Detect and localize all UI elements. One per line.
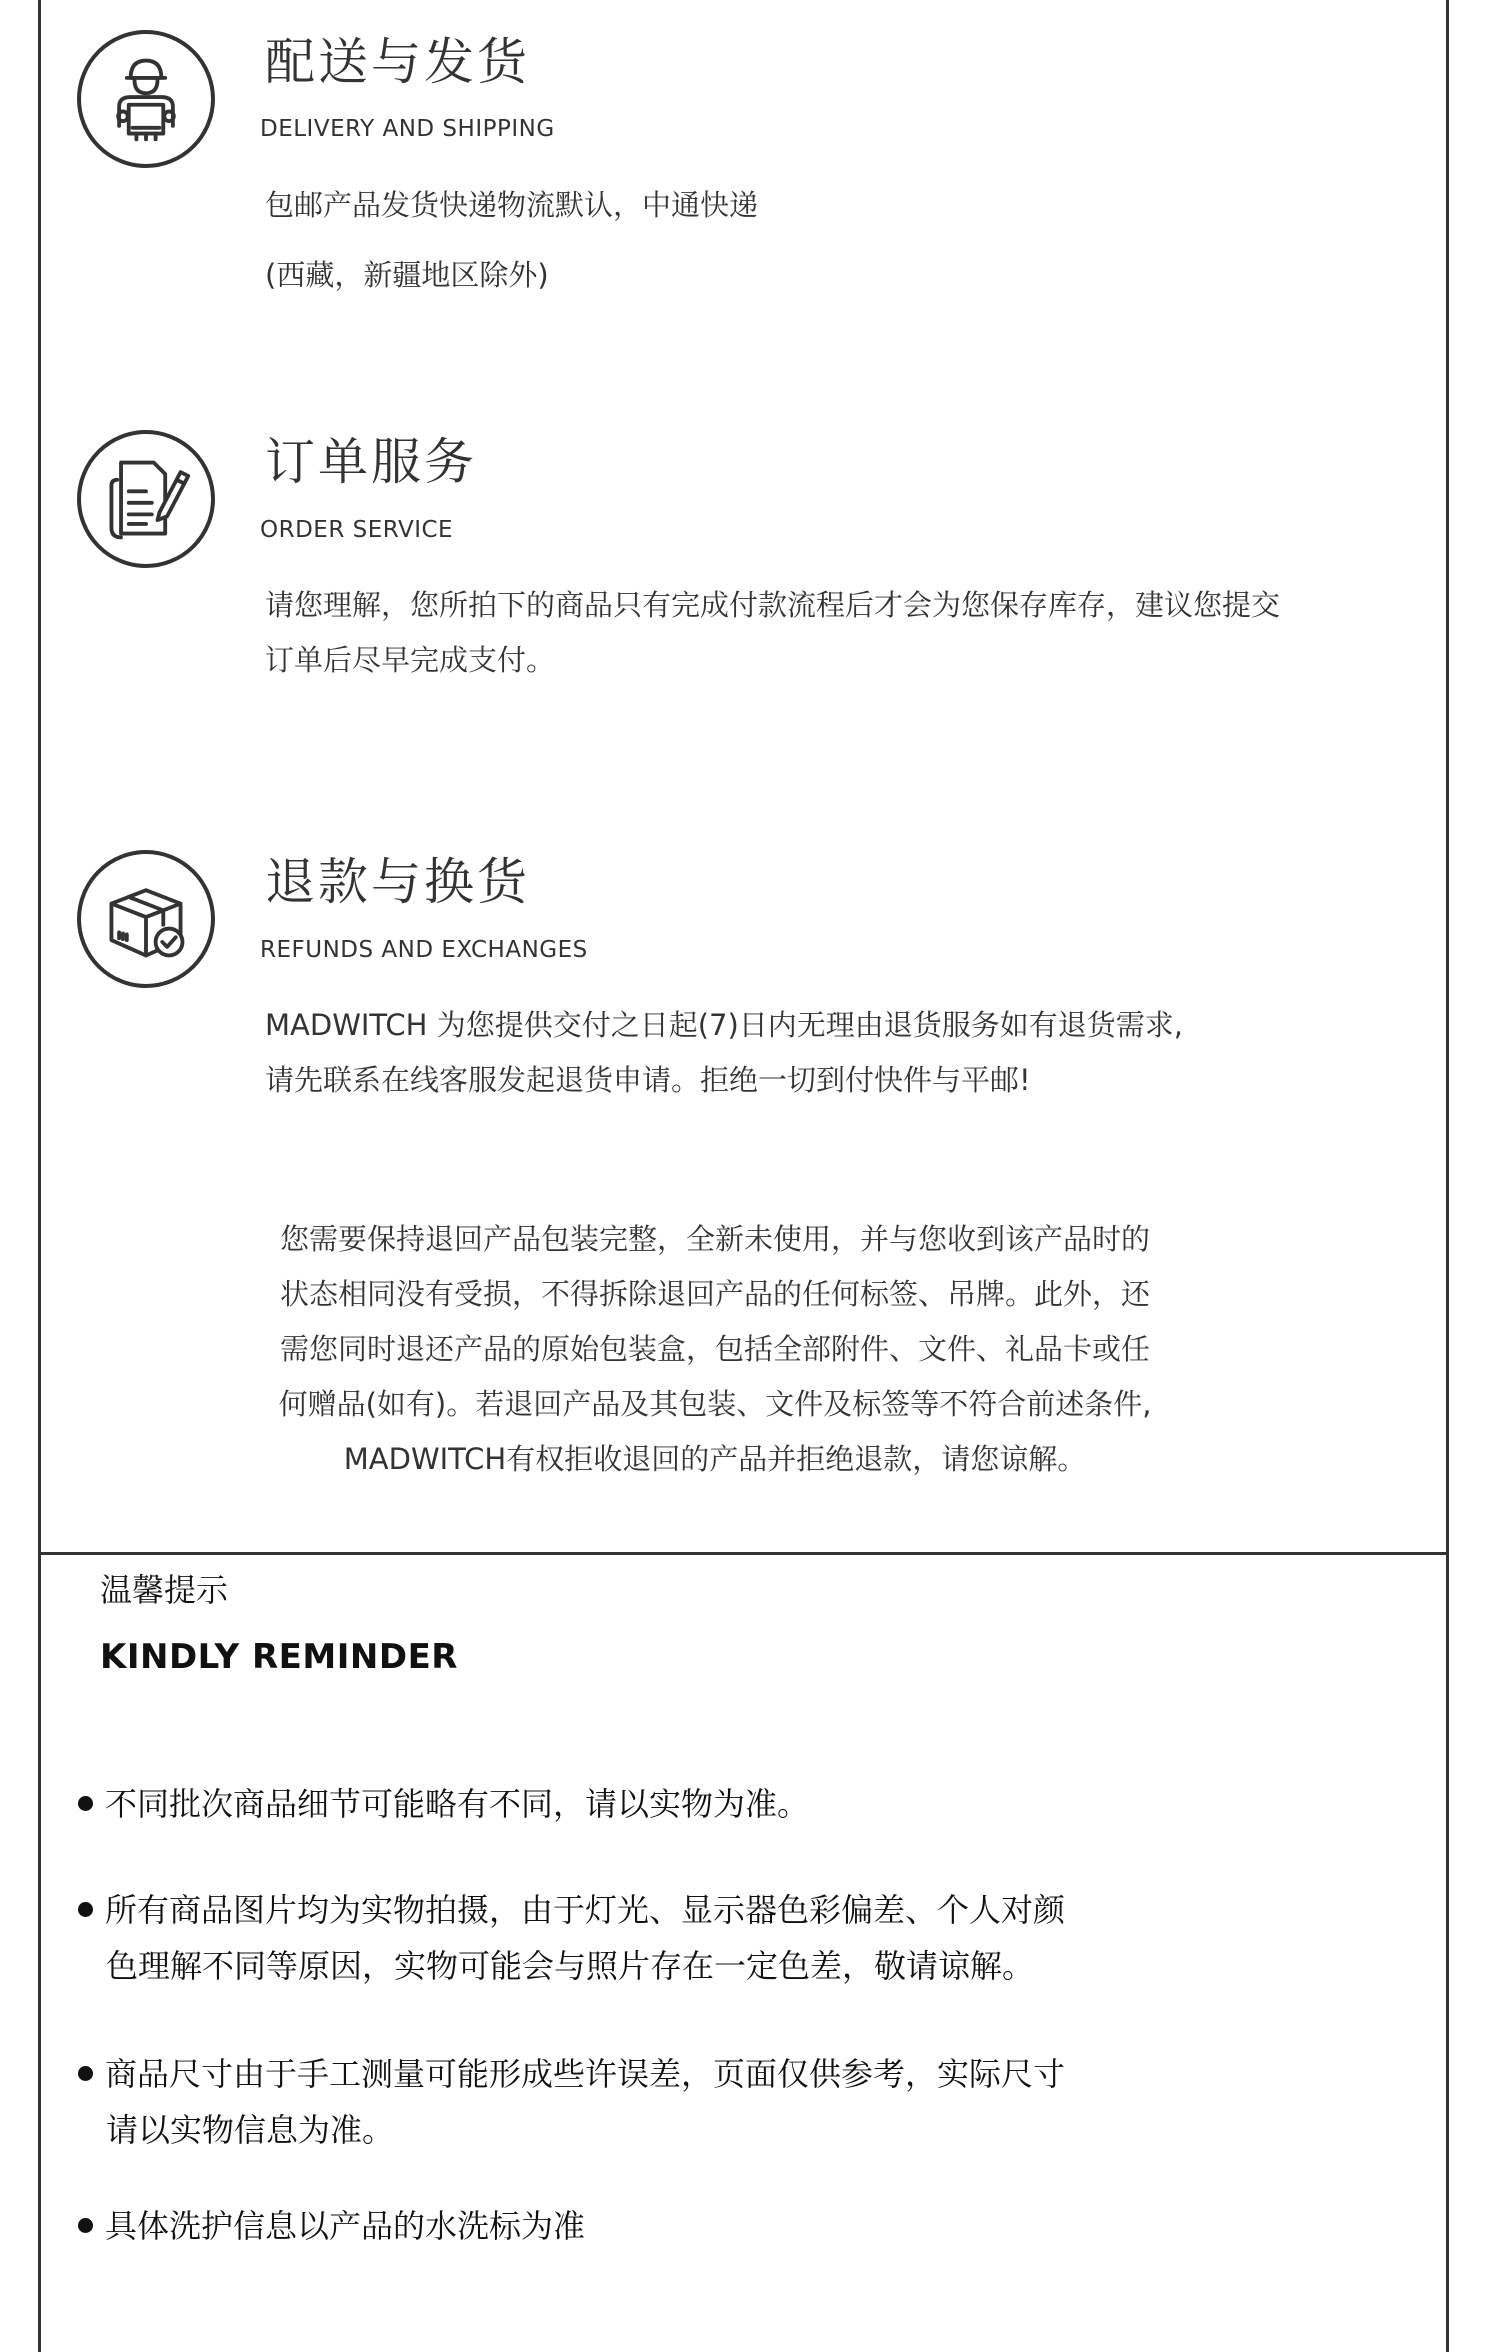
order-line: 请您理解，您所拍下的商品只有完成付款流程后才会为您保存库存，建议您提交 (265, 588, 1281, 622)
delivery-text (265, 178, 758, 303)
refund-line: MADWITCH 为您提供交付之日起(7)日内无理由退货服务如有退货需求, (265, 1008, 1184, 1042)
refund-condition-line: 需您同时退还产品的原始包装盒，包括全部附件、文件、礼品卡或任 (279, 1332, 1150, 1366)
reminder-title-en: KINDLY REMINDER (100, 1637, 458, 1677)
bullet-icon (78, 2218, 93, 2233)
delivery-person-icon (77, 30, 215, 168)
tip-line: 具体洗护信息以产品的水洗标为准 (105, 2207, 586, 2245)
tip-line: 请以实物信息为准。 (106, 2111, 395, 2149)
tip-line: 商品尺寸由于手工测量可能形成些许误差，页面仅供参考，实际尺寸 (105, 2055, 1066, 2093)
reminder-tip (78, 2046, 1065, 2158)
order-title: 订单服务 (265, 433, 477, 491)
refund-title: 退款与换货 (265, 853, 530, 911)
refund-subtitle: REFUNDS AND EXCHANGES (260, 937, 588, 963)
bullet-icon (78, 1902, 93, 1917)
reminder-tip (78, 1882, 1065, 1994)
order-line: 订单后尽早完成支付。 (265, 643, 556, 677)
delivery-line: (西藏，新疆地区除外) (265, 258, 549, 292)
refund-condition-line: 状态相同没有受损，不得拆除退回产品的任何标签、吊牌。此外，还 (279, 1277, 1150, 1311)
refund-conditions (180, 1212, 1250, 1487)
bullet-icon (78, 2066, 93, 2081)
refund-condition-line: MADWITCH有权拒收退回的产品并拒绝退款，请您谅解。 (343, 1442, 1087, 1476)
package-check-icon (77, 850, 215, 988)
delivery-title: 配送与发货 (265, 33, 530, 91)
reminder-tip (78, 2198, 585, 2254)
bullet-icon (78, 1796, 93, 1811)
tip-line: 所有商品图片均为实物拍摄，由于灯光、显示器色彩偏差、个人对颜 (105, 1891, 1066, 1929)
refund-condition-line: 何赠品(如有)。若退回产品及其包装、文件及标签等不符合前述条件, (278, 1387, 1152, 1421)
reminder-title-cn: 温馨提示 (100, 1571, 229, 1609)
refund-line: 请先联系在线客服发起退货申请。拒绝一切到付快件与平邮! (265, 1063, 1031, 1097)
tip-line: 色理解不同等原因，实物可能会与照片存在一定色差，敬请谅解。 (106, 1947, 1035, 1985)
order-document-pen-icon (77, 430, 215, 568)
delivery-line: 包邮产品发货快递物流默认，中通快递 (265, 188, 759, 222)
refund-text (265, 998, 1183, 1108)
order-subtitle: ORDER SERVICE (260, 517, 454, 543)
reminder-tip (78, 1776, 809, 1832)
order-text (265, 578, 1280, 688)
tip-line: 不同批次商品细节可能略有不同，请以实物为准。 (105, 1785, 810, 1823)
delivery-subtitle: DELIVERY AND SHIPPING (260, 116, 555, 142)
refund-condition-line: 您需要保持退回产品包装完整，全新未使用，并与您收到该产品时的 (279, 1222, 1150, 1256)
